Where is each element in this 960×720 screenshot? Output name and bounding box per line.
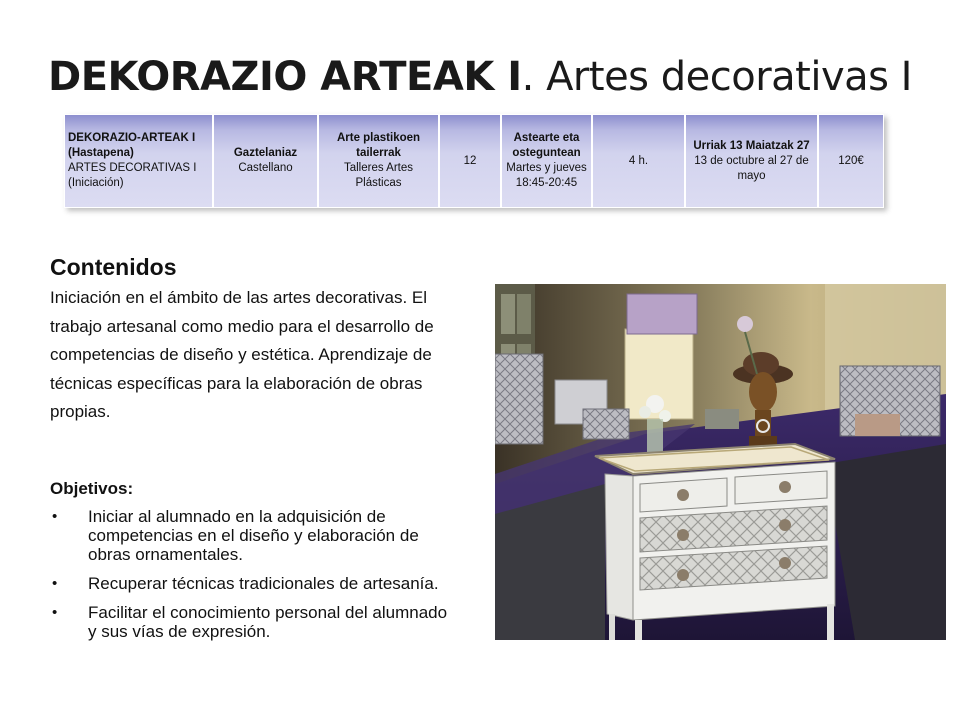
course-name-eu: DEKORAZIO-ARTEAK I (Hastapena): [68, 132, 196, 159]
framed-panel: [627, 294, 697, 334]
dates-es: 13 de octubre al 27 de mayo: [694, 154, 809, 182]
price-cell: [818, 114, 884, 208]
objectives-heading: Objetivos:: [50, 479, 134, 498]
objective-item: [50, 603, 460, 641]
schedule-cell: [501, 114, 592, 208]
objective-text: Facilitar el conocimiento personal del alumnado y sus vías de expresión.: [88, 603, 448, 641]
course-info-table: [64, 114, 884, 208]
slide-title: [0, 50, 960, 104]
rose: [737, 316, 753, 332]
price-value: 120€: [838, 154, 864, 167]
workshop-es: Talleres Artes Plásticas: [343, 162, 414, 189]
bullet-icon: •: [52, 575, 58, 592]
schedule-eu: Astearte eta osteguntean: [512, 132, 581, 159]
schedule-time: 18:45-20:45: [515, 177, 578, 189]
language-es: Castellano: [238, 162, 293, 174]
course-name-es: ARTES DECORATIVAS I (Iniciación): [68, 162, 197, 189]
decorated-dresser-photo: [495, 284, 946, 640]
schedule-es: Martes y jueves: [506, 162, 587, 174]
workshop-cell: [318, 114, 439, 208]
objective-text: Recuperar técnicas tradicionales de artesanía.: [88, 574, 439, 593]
objective-text: Iniciar al alumnado en la adquisición de competencias en el diseño y elaboración de obras ornamentales.: [88, 507, 419, 564]
objectives-list: [50, 507, 460, 651]
course-info-row: [64, 114, 884, 208]
dates-eu: Urriak 13 Maiatzak 27: [693, 139, 810, 152]
objective-item: [50, 574, 460, 593]
bullet-icon: •: [52, 604, 58, 621]
course-name-cell: [64, 114, 213, 208]
hours-cell: [592, 114, 685, 208]
title-bold-part: DEKORAZIO ARTEAK I: [48, 54, 522, 100]
language-eu: Gaztelaniaz: [233, 147, 298, 159]
language-cell: [213, 114, 318, 208]
contents-heading: Contenidos: [50, 254, 177, 280]
lattice-box: [495, 354, 543, 444]
objective-item: [50, 507, 460, 564]
places-cell: [439, 114, 501, 208]
contents-text: Iniciación en el ámbito de las artes decorativas. El trabajo artesanal como medio para el desarrollo de competencias de diseño y estética. Aprendizaje de técnicas específicas para la elaboración de obras propias.: [50, 288, 434, 421]
places-value: 12: [463, 154, 477, 167]
photo-illustration: [495, 284, 946, 640]
dates-cell: [685, 114, 818, 208]
title-rest-part: . Artes decorativas I: [521, 54, 912, 100]
workshop-eu: Arte plastikoen tailerrak: [336, 132, 421, 159]
hours-value: 4 h.: [628, 154, 649, 167]
mannequin-head: [749, 372, 777, 412]
bullet-icon: •: [52, 508, 58, 525]
